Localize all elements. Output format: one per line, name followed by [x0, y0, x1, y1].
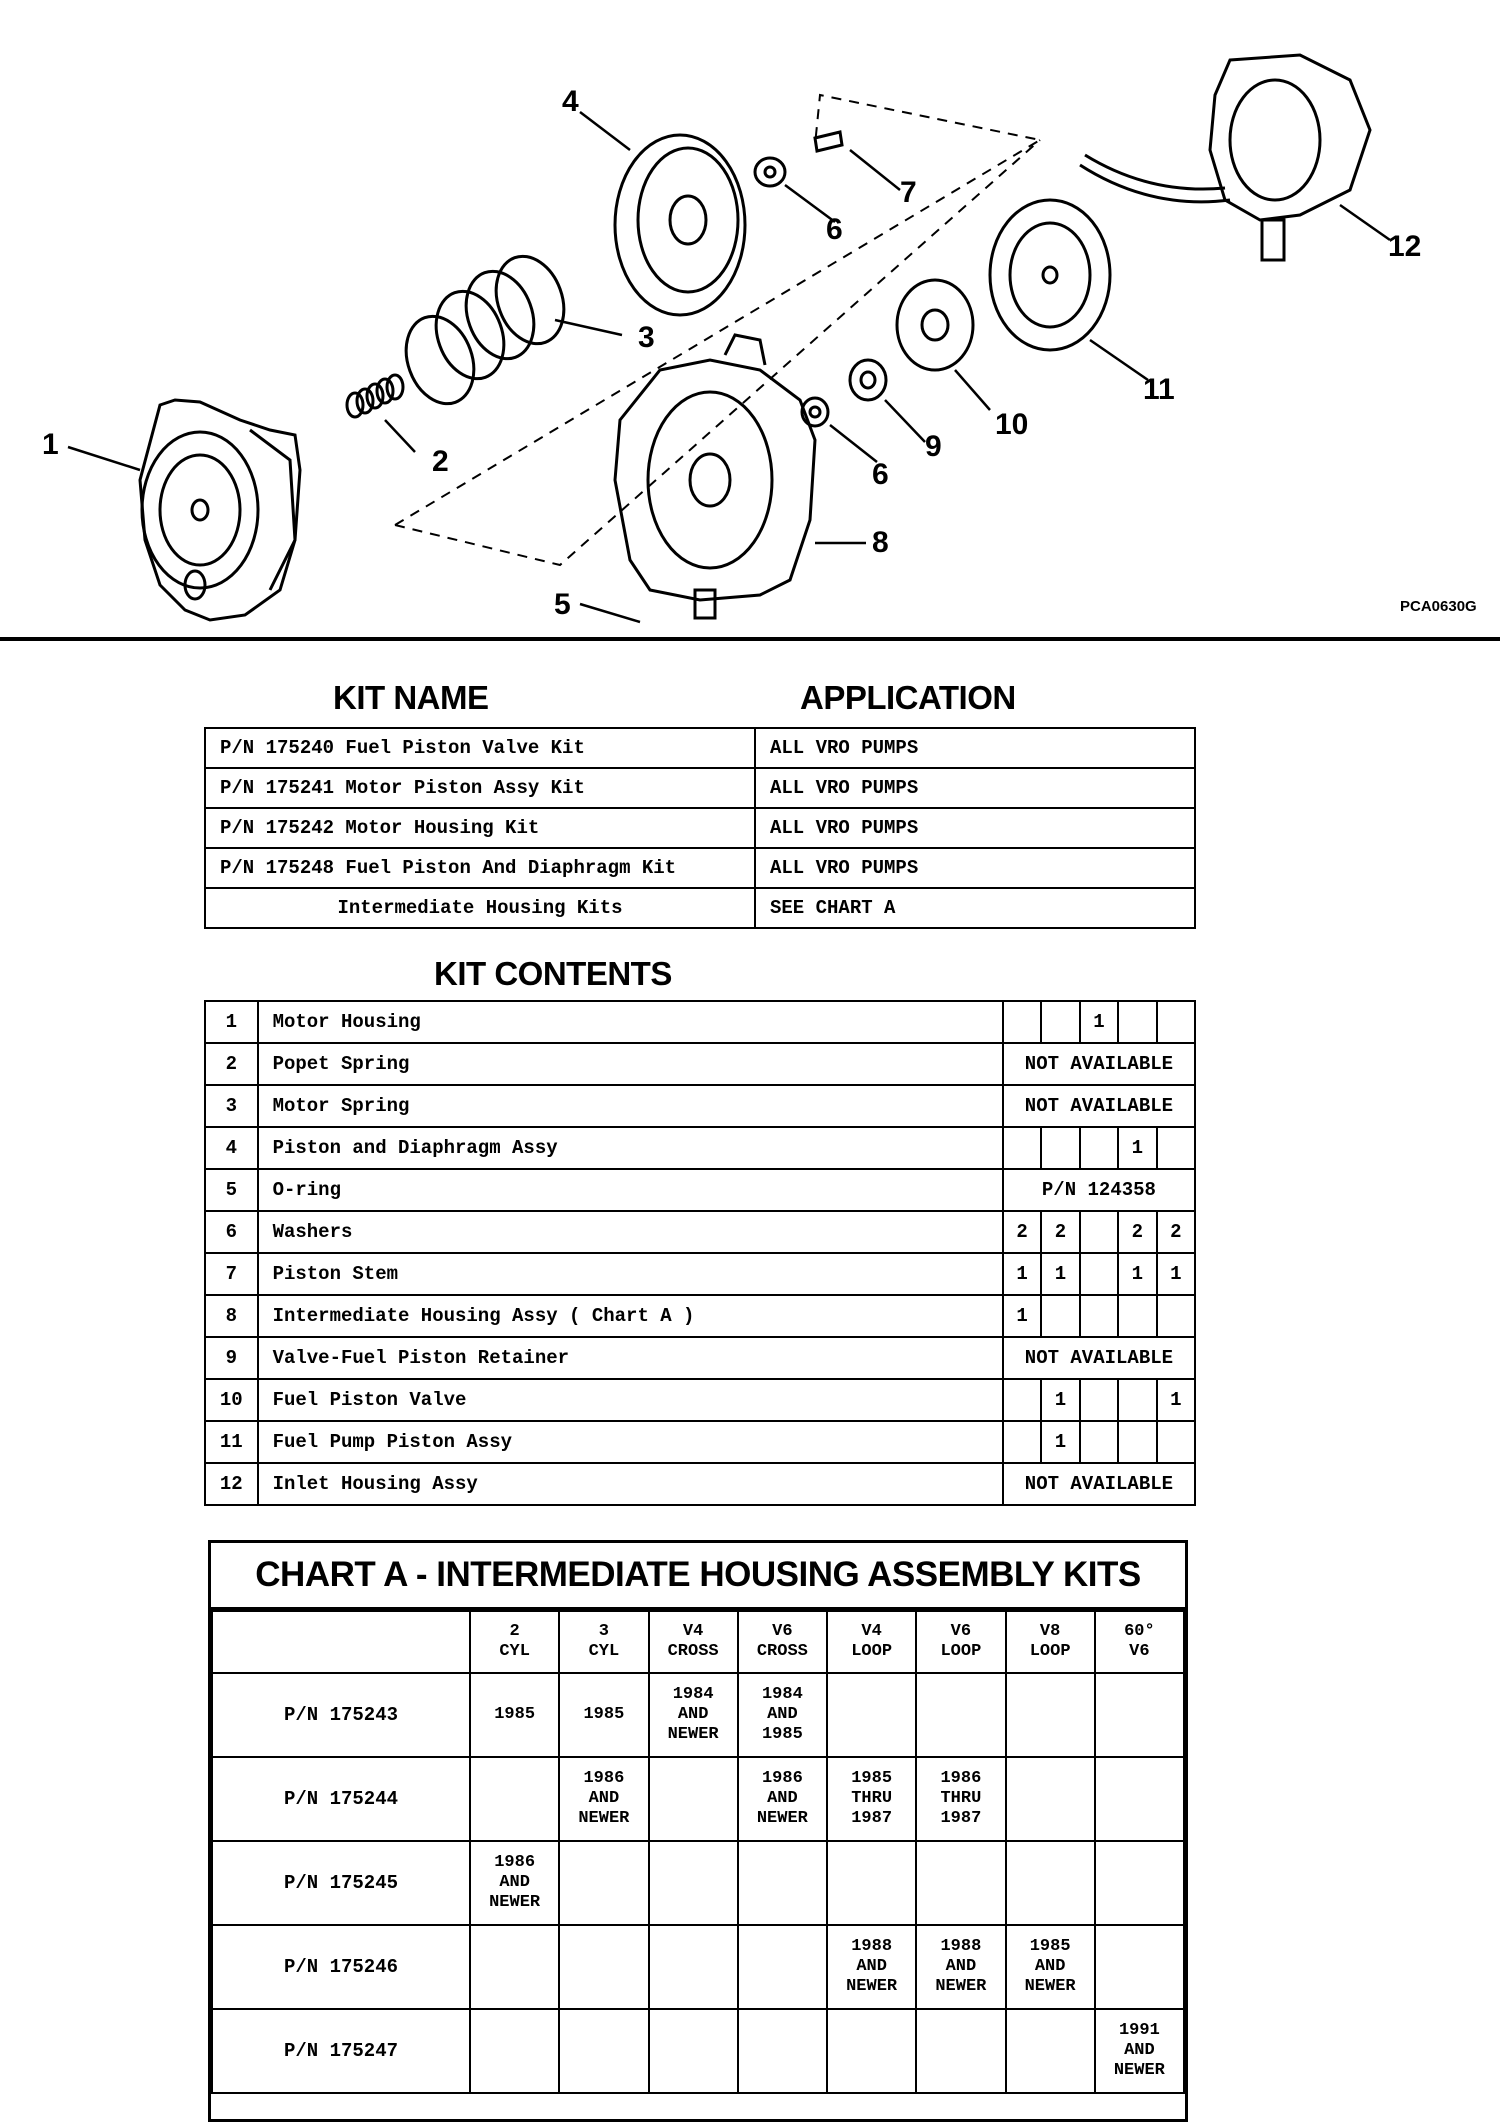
chart-a-year-cell — [738, 1757, 827, 1841]
year-cell-line: 1991 — [1118, 2021, 1160, 2040]
chart-a-year-cell — [1006, 1757, 1095, 1841]
chart-a-column-header — [649, 1611, 738, 1673]
year-cell-line: NEWER — [578, 1809, 630, 1828]
kit-name-cell: P/N 175241 Motor Piston Assy Kit — [205, 768, 755, 808]
item-quantity-cell — [1080, 1211, 1118, 1253]
kit-row — [205, 848, 1195, 888]
year-cell-line: AND — [856, 1957, 887, 1976]
chart-a-year-cell — [559, 1841, 648, 1925]
chart-a-year-cell — [1006, 1673, 1095, 1757]
chart-a-year-cell — [1095, 1925, 1184, 2009]
item-quantity-cell — [1080, 1421, 1118, 1463]
item-quantity-cell — [1041, 1295, 1079, 1337]
item-quantity-cell: 1 — [1157, 1379, 1195, 1421]
callout-9: 9 — [925, 430, 942, 463]
heading-kit-contents: KIT CONTENTS — [434, 955, 672, 992]
item-quantity-cell: 1 — [1003, 1295, 1041, 1337]
chart-a-year-cell — [470, 1673, 559, 1757]
chart-a-row — [212, 2009, 1184, 2093]
item-number: 1 — [205, 1001, 258, 1043]
year-cell-line: 1986 — [940, 1769, 982, 1788]
callout-2: 2 — [432, 445, 449, 478]
chart-a-column-header — [559, 1611, 648, 1673]
chart-a-year-cell — [916, 2009, 1005, 2093]
contents-row — [205, 1043, 1195, 1085]
contents-row — [205, 1253, 1195, 1295]
item-quantity-cell — [1041, 1127, 1079, 1169]
contents-row — [205, 1085, 1195, 1127]
item-description: Motor Spring — [258, 1085, 1003, 1127]
contents-row — [205, 1295, 1195, 1337]
chart-a-table — [211, 1610, 1185, 2094]
year-cell-line: AND — [767, 1789, 798, 1808]
chart-a-year-cell — [470, 1925, 559, 2009]
callout-6b: 6 — [872, 458, 889, 491]
item-quantity-cell: 1 — [1003, 1253, 1041, 1295]
kit-name-cell: P/N 175242 Motor Housing Kit — [205, 808, 755, 848]
year-cell-line: 1985 — [1029, 1937, 1071, 1956]
chart-a-year-cell — [1006, 1841, 1095, 1925]
item-description: Inlet Housing Assy — [258, 1463, 1003, 1505]
column-header-line: 3 — [598, 1622, 609, 1641]
kit-row — [205, 808, 1195, 848]
item-quantity-cell — [1157, 1001, 1195, 1043]
column-header-line: CYL — [588, 1642, 620, 1661]
contents-row — [205, 1169, 1195, 1211]
item-availability: NOT AVAILABLE — [1003, 1043, 1195, 1085]
chart-a-year-cell — [559, 1925, 648, 2009]
item-number: 12 — [205, 1463, 258, 1505]
column-header-line: 2 — [509, 1622, 520, 1641]
item-number: 11 — [205, 1421, 258, 1463]
kit-application-cell: ALL VRO PUMPS — [755, 808, 1195, 848]
item-number: 2 — [205, 1043, 258, 1085]
column-header-line: CROSS — [667, 1642, 719, 1661]
year-cell-line: 1986 — [583, 1769, 625, 1788]
chart-a-year-cell — [1095, 1673, 1184, 1757]
section-divider — [0, 637, 1500, 641]
item-number: 3 — [205, 1085, 258, 1127]
contents-row — [205, 1421, 1195, 1463]
kit-row — [205, 728, 1195, 768]
chart-a-year-cell — [916, 1841, 1005, 1925]
column-header-line: 60° — [1124, 1622, 1155, 1641]
chart-a-year-cell — [1095, 2009, 1184, 2093]
year-cell-line: AND — [1124, 2041, 1155, 2060]
item-quantity-cell — [1157, 1127, 1195, 1169]
kit-application-cell: ALL VRO PUMPS — [755, 848, 1195, 888]
year-cell-line: THRU — [940, 1789, 982, 1808]
year-cell-line: 1985 — [494, 1705, 536, 1724]
part-4-piston-diaphragm — [615, 135, 745, 315]
part-12-inlet-housing — [1080, 55, 1370, 260]
year-cell-line: 1987 — [940, 1809, 982, 1828]
item-quantity-cell — [1118, 1295, 1156, 1337]
part-2-popet-spring — [347, 375, 403, 417]
item-availability: NOT AVAILABLE — [1003, 1085, 1195, 1127]
kit-name-cell: P/N 175240 Fuel Piston Valve Kit — [205, 728, 755, 768]
figure-code: PCA0630G — [1400, 598, 1477, 615]
item-description: Fuel Piston Valve — [258, 1379, 1003, 1421]
chart-a-year-cell — [827, 1673, 916, 1757]
kit-contents-table — [204, 1000, 1196, 1506]
parts-illustration — [0, 0, 1500, 640]
item-description: Intermediate Housing Assy ( Chart A ) — [258, 1295, 1003, 1337]
chart-a-year-cell — [916, 1757, 1005, 1841]
kit-name-cell: P/N 175248 Fuel Piston And Diaphragm Kit — [205, 848, 755, 888]
year-cell-line: AND — [588, 1789, 620, 1808]
chart-a-year-cell — [1095, 1757, 1184, 1841]
item-number: 9 — [205, 1337, 258, 1379]
kit-row — [205, 888, 1195, 928]
heading-application: APPLICATION — [800, 679, 1016, 716]
year-cell-line: AND — [767, 1705, 798, 1724]
chart-a-year-cell — [738, 1925, 827, 2009]
item-number: 7 — [205, 1253, 258, 1295]
column-header-line: V6 — [950, 1622, 972, 1641]
chart-a-title: CHART A - INTERMEDIATE HOUSING ASSEMBLY KITS — [211, 1543, 1185, 1610]
chart-a-box — [208, 1540, 1188, 2122]
item-quantity-cell — [1157, 1295, 1195, 1337]
year-cell-line: NEWER — [846, 1977, 898, 1996]
item-description: Valve-Fuel Piston Retainer — [258, 1337, 1003, 1379]
column-header-line: V4 — [861, 1622, 882, 1641]
year-cell-line: NEWER — [935, 1977, 987, 1996]
item-number: 5 — [205, 1169, 258, 1211]
chart-a-year-cell — [649, 1925, 738, 2009]
callout-3: 3 — [638, 321, 655, 354]
item-quantity-cell — [1080, 1295, 1118, 1337]
part-3-motor-spring — [395, 247, 576, 413]
callout-10: 10 — [995, 408, 1029, 441]
year-cell-line: AND — [945, 1957, 977, 1976]
item-quantity-cell: 1 — [1118, 1253, 1156, 1295]
kit-application-cell: ALL VRO PUMPS — [755, 768, 1195, 808]
year-cell-line: 1988 — [940, 1937, 982, 1956]
callout-7: 7 — [900, 176, 917, 209]
item-description: Washers — [258, 1211, 1003, 1253]
item-quantity-cell — [1118, 1379, 1156, 1421]
year-cell-line: 1985 — [761, 1725, 803, 1744]
year-cell-line: 1986 — [494, 1853, 536, 1872]
item-number: 10 — [205, 1379, 258, 1421]
year-cell-line: AND — [499, 1873, 530, 1892]
item-quantity-cell: 1 — [1080, 1001, 1118, 1043]
callout-1: 1 — [42, 428, 59, 461]
chart-a-year-cell — [559, 1673, 648, 1757]
chart-a-year-cell — [827, 1925, 916, 2009]
item-availability: P/N 124358 — [1003, 1169, 1195, 1211]
chart-a-part-number: P/N 175247 — [212, 2009, 470, 2093]
callout-11: 11 — [1143, 373, 1175, 406]
callout-6: 6 — [826, 213, 843, 246]
year-cell-line: 1987 — [851, 1809, 893, 1828]
chart-a-row — [212, 1757, 1184, 1841]
year-cell-line: AND — [1034, 1957, 1066, 1976]
chart-a-year-cell — [649, 1841, 738, 1925]
column-header-line: V6 — [772, 1622, 793, 1641]
chart-a-year-cell — [470, 1757, 559, 1841]
callout-4: 4 — [562, 85, 579, 118]
item-quantity-cell — [1118, 1001, 1156, 1043]
chart-a-year-cell — [559, 2009, 648, 2093]
year-cell-line: NEWER — [489, 1893, 541, 1912]
item-description: O-ring — [258, 1169, 1003, 1211]
item-quantity-cell: 1 — [1041, 1379, 1079, 1421]
chart-a-column-header — [1006, 1611, 1095, 1673]
chart-a-year-cell — [827, 1757, 916, 1841]
item-description: Piston and Diaphragm Assy — [258, 1127, 1003, 1169]
chart-a-year-cell — [738, 1673, 827, 1757]
item-quantity-cell — [1080, 1379, 1118, 1421]
chart-a-year-cell — [649, 1673, 738, 1757]
callout-8: 8 — [872, 526, 889, 559]
year-cell-line: 1985 — [583, 1705, 625, 1724]
chart-a-year-cell — [738, 2009, 827, 2093]
chart-a-year-cell — [738, 1841, 827, 1925]
item-quantity-cell — [1003, 1127, 1041, 1169]
item-quantity-cell — [1080, 1127, 1118, 1169]
item-quantity-cell: 2 — [1118, 1211, 1156, 1253]
year-cell-line: NEWER — [1113, 2061, 1165, 2080]
chart-a-part-number: P/N 175245 — [212, 1841, 470, 1925]
chart-a-year-cell — [1006, 2009, 1095, 2093]
chart-a-year-cell — [1006, 1925, 1095, 2009]
contents-row — [205, 1127, 1195, 1169]
chart-a-column-header — [470, 1611, 559, 1673]
chart-a-year-cell — [559, 1757, 648, 1841]
year-cell-line: 1984 — [761, 1685, 803, 1704]
chart-a-row — [212, 1841, 1184, 1925]
year-cell-line: 1984 — [672, 1685, 714, 1704]
kit-application-cell: SEE CHART A — [755, 888, 1195, 928]
column-header-line: V4 — [682, 1622, 704, 1641]
year-cell-line: 1988 — [851, 1937, 893, 1956]
item-quantity-cell: 2 — [1041, 1211, 1079, 1253]
kit-name-cell: Intermediate Housing Kits — [205, 888, 755, 928]
part-1-motor-housing — [140, 400, 300, 620]
item-description: Popet Spring — [258, 1043, 1003, 1085]
year-cell-line: THRU — [851, 1789, 893, 1808]
chart-a-part-number: P/N 175243 — [212, 1673, 470, 1757]
item-quantity-cell — [1157, 1421, 1195, 1463]
item-description: Motor Housing — [258, 1001, 1003, 1043]
chart-a-year-cell — [827, 2009, 916, 2093]
chart-a-year-cell — [470, 2009, 559, 2093]
item-description: Fuel Pump Piston Assy — [258, 1421, 1003, 1463]
chart-a-column-header — [827, 1611, 916, 1673]
callout-5: 5 — [554, 588, 571, 621]
kit-application-cell: ALL VRO PUMPS — [755, 728, 1195, 768]
callout-12: 12 — [1388, 230, 1422, 263]
item-quantity-cell: 1 — [1157, 1253, 1195, 1295]
kit-table — [204, 727, 1196, 929]
chart-a-year-cell — [916, 1925, 1005, 2009]
contents-row — [205, 1337, 1195, 1379]
item-quantity-cell: 1 — [1118, 1127, 1156, 1169]
item-quantity-cell — [1080, 1253, 1118, 1295]
item-quantity-cell — [1003, 1001, 1041, 1043]
contents-row — [205, 1001, 1195, 1043]
contents-row — [205, 1211, 1195, 1253]
exploded-parts-diagram — [0, 0, 1500, 640]
item-quantity-cell: 1 — [1041, 1421, 1079, 1463]
chart-a-year-cell — [649, 2009, 738, 2093]
item-number: 6 — [205, 1211, 258, 1253]
chart-a-year-cell — [916, 1673, 1005, 1757]
heading-kit-name: KIT NAME — [333, 679, 489, 716]
item-number: 8 — [205, 1295, 258, 1337]
column-header-line: LOOP — [940, 1642, 982, 1661]
chart-a-column-header — [916, 1611, 1005, 1673]
year-cell-line: NEWER — [756, 1809, 808, 1828]
item-availability: NOT AVAILABLE — [1003, 1463, 1195, 1505]
item-number: 4 — [205, 1127, 258, 1169]
chart-a-year-cell — [1095, 1841, 1184, 1925]
contents-row — [205, 1379, 1195, 1421]
item-availability: NOT AVAILABLE — [1003, 1337, 1195, 1379]
chart-a-column-header — [738, 1611, 827, 1673]
chart-a-row — [212, 1925, 1184, 2009]
column-header-line: LOOP — [851, 1642, 893, 1661]
item-quantity-cell: 1 — [1041, 1253, 1079, 1295]
chart-a-part-number: P/N 175244 — [212, 1757, 470, 1841]
column-header-line: CYL — [499, 1642, 530, 1661]
chart-a-row — [212, 1673, 1184, 1757]
column-header-line: LOOP — [1029, 1642, 1071, 1661]
column-header-line: CROSS — [756, 1642, 808, 1661]
chart-a-part-number: P/N 175246 — [212, 1925, 470, 2009]
item-quantity-cell — [1003, 1421, 1041, 1463]
item-quantity-cell — [1118, 1421, 1156, 1463]
year-cell-line: AND — [677, 1705, 709, 1724]
year-cell-line: NEWER — [667, 1725, 719, 1744]
column-header-line: V6 — [1129, 1642, 1150, 1661]
item-description: Piston Stem — [258, 1253, 1003, 1295]
contents-row — [205, 1463, 1195, 1505]
chart-a-year-cell — [470, 1841, 559, 1925]
item-quantity-cell — [1041, 1001, 1079, 1043]
chart-a-year-cell — [827, 1841, 916, 1925]
kit-row — [205, 768, 1195, 808]
item-quantity-cell: 2 — [1003, 1211, 1041, 1253]
year-cell-line: 1986 — [761, 1769, 803, 1788]
chart-a-column-header — [1095, 1611, 1184, 1673]
column-header-line: V8 — [1039, 1622, 1061, 1641]
item-quantity-cell — [1003, 1379, 1041, 1421]
part-8-intermediate-housing — [615, 335, 815, 618]
year-cell-line: 1985 — [851, 1769, 893, 1788]
item-quantity-cell: 2 — [1157, 1211, 1195, 1253]
chart-a-corner — [212, 1611, 470, 1673]
year-cell-line: NEWER — [1024, 1977, 1076, 1996]
chart-a-year-cell — [649, 1757, 738, 1841]
kit-group-dashed-outline — [395, 95, 1040, 565]
